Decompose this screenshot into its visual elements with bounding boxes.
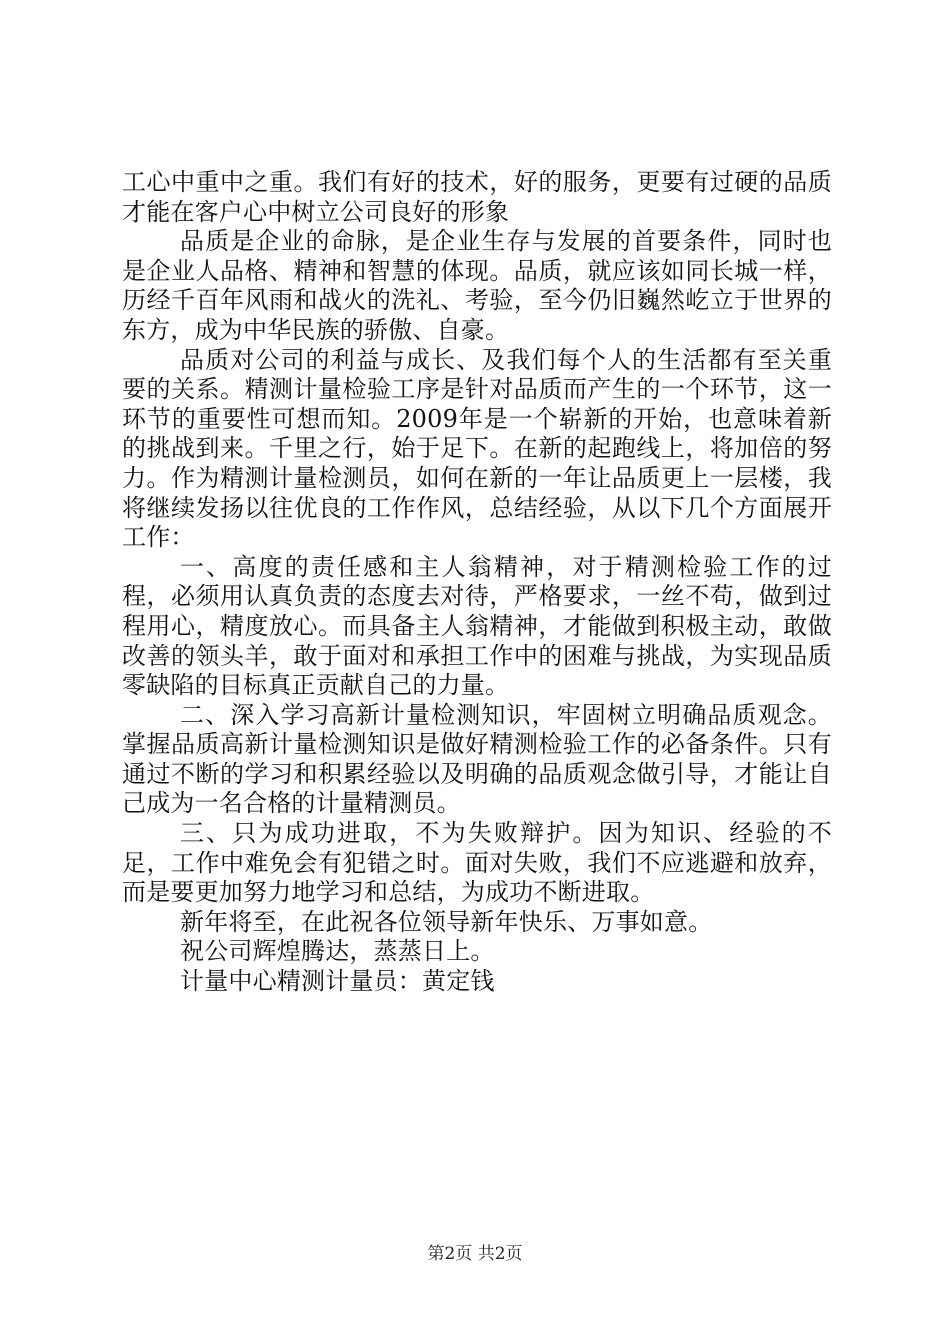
paragraph-signature: 计量中心精测计量员：黄定钱: [180, 967, 495, 996]
paragraph-quality-lifeline: 品质是企业的命脉，是企业生存与发展的首要条件，同时也是企业人品格、精神和智慧的体现。品质，就应该如同长城一样，历经千百年风雨和战火的洗礼、考验，至今仍旧巍然屹立于世界的东方，成为中华民族的骄傲、自豪。: [122, 227, 832, 344]
paragraph-point-two: 二、深入学习高新计量检测知识，牢固树立明确品质观念。掌握品质高新计量检测知识是做好精测检验工作的必备条件。只有通过不断的学习和积累经验以及明确的品质观念做引导，才能让自己成为一名合格的计量精测员。: [122, 700, 832, 818]
paragraph-company-wishes: 祝公司辉煌腾达，蒸蒸日上。: [180, 937, 495, 966]
paragraph-point-three: 三、只为成功进取，不为失败辩护。因为知识、经验的不足，工作中难免会有犯错之时。面对失败，我们不应逃避和放弃，而是要更加努力地学习和总结，为成功不断进取。: [122, 819, 832, 907]
paragraph-point-one: 一、高度的责任感和主人翁精神，对于精测检验工作的过程，必须用认真负责的态度去对待，严格要求，一丝不苟，做到过程用心，精度放心。而具备主人翁精神，才能做到积极主动，敢做改善的领头羊，敢于面对和承担工作中的困难与挑战，为实现品质零缺陷的目标真正贡献自己的力量。: [122, 552, 832, 700]
page-number-footer: 第2页 共2页: [427, 1244, 523, 1264]
paragraph-new-year-wishes: 新年将至，在此祝各位领导新年快乐、万事如意。: [180, 907, 713, 936]
paragraph-continuation: 工心中重中之重。我们有好的技术，好的服务，更要有过硬的品质才能在客户心中树立公司良好的形象: [122, 168, 832, 226]
paragraph-quality-importance: 品质对公司的利益与成长、及我们每个人的生活都有至关重要的关系。精测计量检验工序是针对品质而产生的一个环节，这一环节的重要性可想而知。2009年是一个崭新的开始，也意味着新的挑战到来。千里之行，始于足下。在新的起跑线上，将加倍的努力。作为精测计量检测员，如何在新的一年让品质更上一层楼，我将继续发扬以往优良的工作作风，总结经验，从以下几个方面展开工作：: [122, 345, 832, 552]
document-body: [122, 168, 832, 997]
